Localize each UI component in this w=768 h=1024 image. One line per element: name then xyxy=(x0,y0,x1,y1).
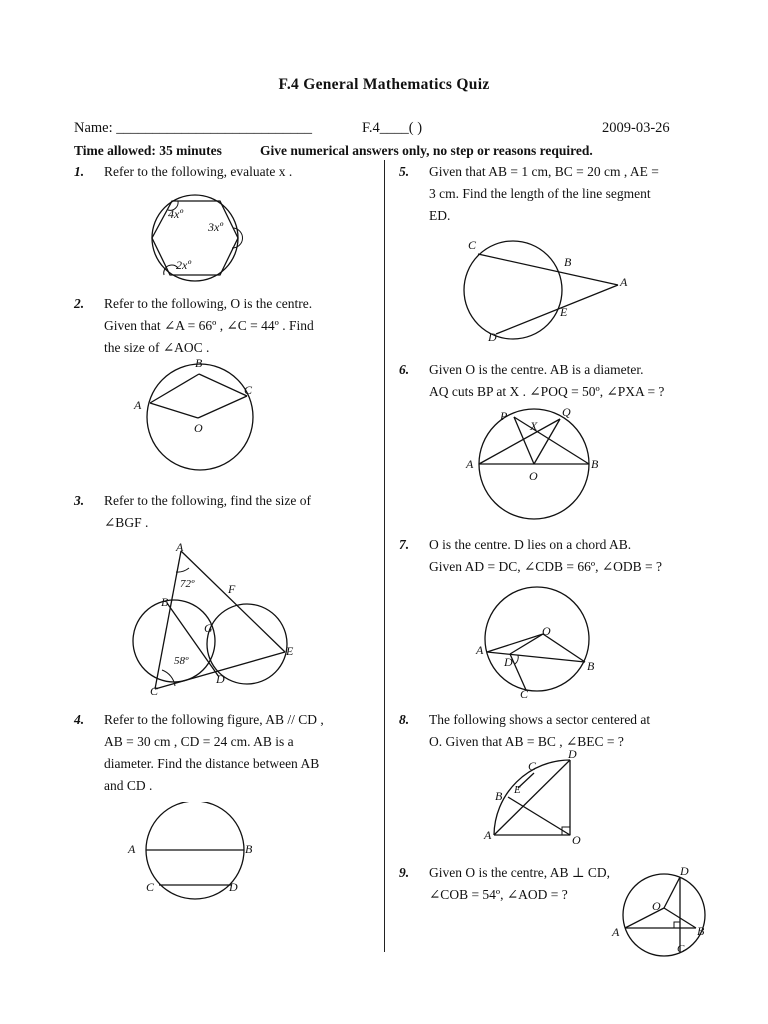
svg-text:58º: 58º xyxy=(174,655,189,667)
svg-text:2xº: 2xº xyxy=(176,258,192,272)
svg-text:D: D xyxy=(680,864,689,878)
svg-text:B: B xyxy=(161,595,169,609)
q6-number: 6. xyxy=(399,362,410,377)
time-allowed: Time allowed: 35 minutes xyxy=(74,143,222,158)
svg-text:B: B xyxy=(697,924,705,938)
q5-figure xyxy=(456,236,636,348)
svg-text:C: C xyxy=(677,943,685,955)
svg-text:E: E xyxy=(560,305,568,319)
svg-text:D: D xyxy=(488,330,497,344)
svg-text:A: A xyxy=(484,828,492,842)
svg-text:O: O xyxy=(529,469,538,483)
column-divider xyxy=(384,160,385,952)
q3-text: Refer to the following, find the size of ∠BGF . xyxy=(104,493,311,530)
q5-number: 5. xyxy=(399,164,410,179)
svg-text:P: P xyxy=(500,409,508,423)
svg-text:B: B xyxy=(564,255,572,269)
q7-number: 7. xyxy=(399,537,410,552)
q5-text: Given that AB = 1 cm, BC = 20 cm , AE = 3 cm. Find the length of the line segment ED. xyxy=(429,164,659,223)
svg-text:B: B xyxy=(245,842,253,856)
svg-text:4xº: 4xº xyxy=(168,207,184,221)
svg-text:A: A xyxy=(176,540,184,554)
quiz-title: F.4 General Mathematics Quiz xyxy=(278,76,490,93)
svg-text:C: C xyxy=(468,238,477,252)
q2-figure xyxy=(128,356,268,476)
svg-text:O: O xyxy=(572,833,581,845)
svg-text:E: E xyxy=(514,784,521,796)
svg-text:E: E xyxy=(286,644,294,658)
q9-number: 9. xyxy=(399,865,410,880)
class-field-label: F.4____( ) xyxy=(362,120,423,136)
svg-text:D: D xyxy=(568,747,577,761)
q1-number: 1. xyxy=(74,164,85,179)
svg-text:F: F xyxy=(228,582,236,596)
q1-figure xyxy=(140,190,250,290)
q6-figure xyxy=(460,402,610,520)
svg-text:A: A xyxy=(128,842,136,856)
q8-figure xyxy=(478,745,588,845)
q1-text: Refer to the following, evaluate x . xyxy=(104,164,293,179)
q4-number: 4. xyxy=(74,712,85,727)
q9-figure xyxy=(604,860,716,960)
q4-figure xyxy=(124,802,264,902)
svg-text:A: A xyxy=(134,398,142,412)
svg-text:G: G xyxy=(204,621,213,635)
q3-figure xyxy=(130,535,306,700)
svg-text:C: C xyxy=(150,684,159,698)
svg-text:C: C xyxy=(146,880,155,894)
q2-number: 2. xyxy=(74,296,85,311)
svg-text:3xº: 3xº xyxy=(208,220,224,234)
svg-text:D: D xyxy=(216,672,225,686)
instructions: Give numerical answers only, no step or reasons required. xyxy=(260,143,593,158)
svg-text:C: C xyxy=(528,759,537,773)
svg-text:A: A xyxy=(466,457,474,471)
svg-text:O: O xyxy=(652,899,661,913)
q2-text: Refer to the following, O is the centre. Given that ∠A = 66º , ∠C = 44º . Find the size of ∠AOC . xyxy=(104,296,314,355)
svg-text:D: D xyxy=(504,655,513,669)
q7-text: O is the centre. D lies on a chord AB. Given AD = DC, ∠CDB = 66º, ∠ODB = ? xyxy=(429,537,663,574)
svg-text:C: C xyxy=(244,383,253,397)
quiz-date: 2009-03-26 xyxy=(602,120,670,136)
svg-text:O: O xyxy=(194,421,203,435)
svg-text:O: O xyxy=(542,624,551,638)
q7-figure xyxy=(470,582,610,702)
svg-text:A: A xyxy=(620,275,628,289)
svg-text:B: B xyxy=(591,457,599,471)
q4-text: Refer to the following figure, AB // CD , AB = 30 cm , CD = 24 cm. AB is a diameter. Find the distance between AB and CD . xyxy=(104,712,324,793)
name-field-label: Name: ___________________________ xyxy=(74,120,313,136)
svg-text:Q: Q xyxy=(562,405,571,419)
q8-number: 8. xyxy=(399,712,410,727)
svg-text:B: B xyxy=(587,659,595,673)
svg-text:72º: 72º xyxy=(180,578,195,590)
svg-text:X: X xyxy=(530,419,538,433)
svg-text:B: B xyxy=(195,356,203,370)
svg-text:A: A xyxy=(476,643,484,657)
q3-number: 3. xyxy=(74,493,85,508)
svg-text:B: B xyxy=(495,789,503,803)
svg-text:D: D xyxy=(229,880,238,894)
q9-text: Given O is the centre, AB ⊥ CD, ∠COB = 54º, ∠AOD = ? xyxy=(429,865,611,902)
svg-text:C: C xyxy=(520,687,529,701)
q6-text: Given O is the centre. AB is a diameter. AQ cuts BP at X . ∠POQ = 50º, ∠PXA = ? xyxy=(429,362,665,399)
q8-text: The following shows a sector centered at O. Given that AB = BC , ∠BEC = ? xyxy=(429,712,651,749)
svg-text:A: A xyxy=(612,925,620,939)
